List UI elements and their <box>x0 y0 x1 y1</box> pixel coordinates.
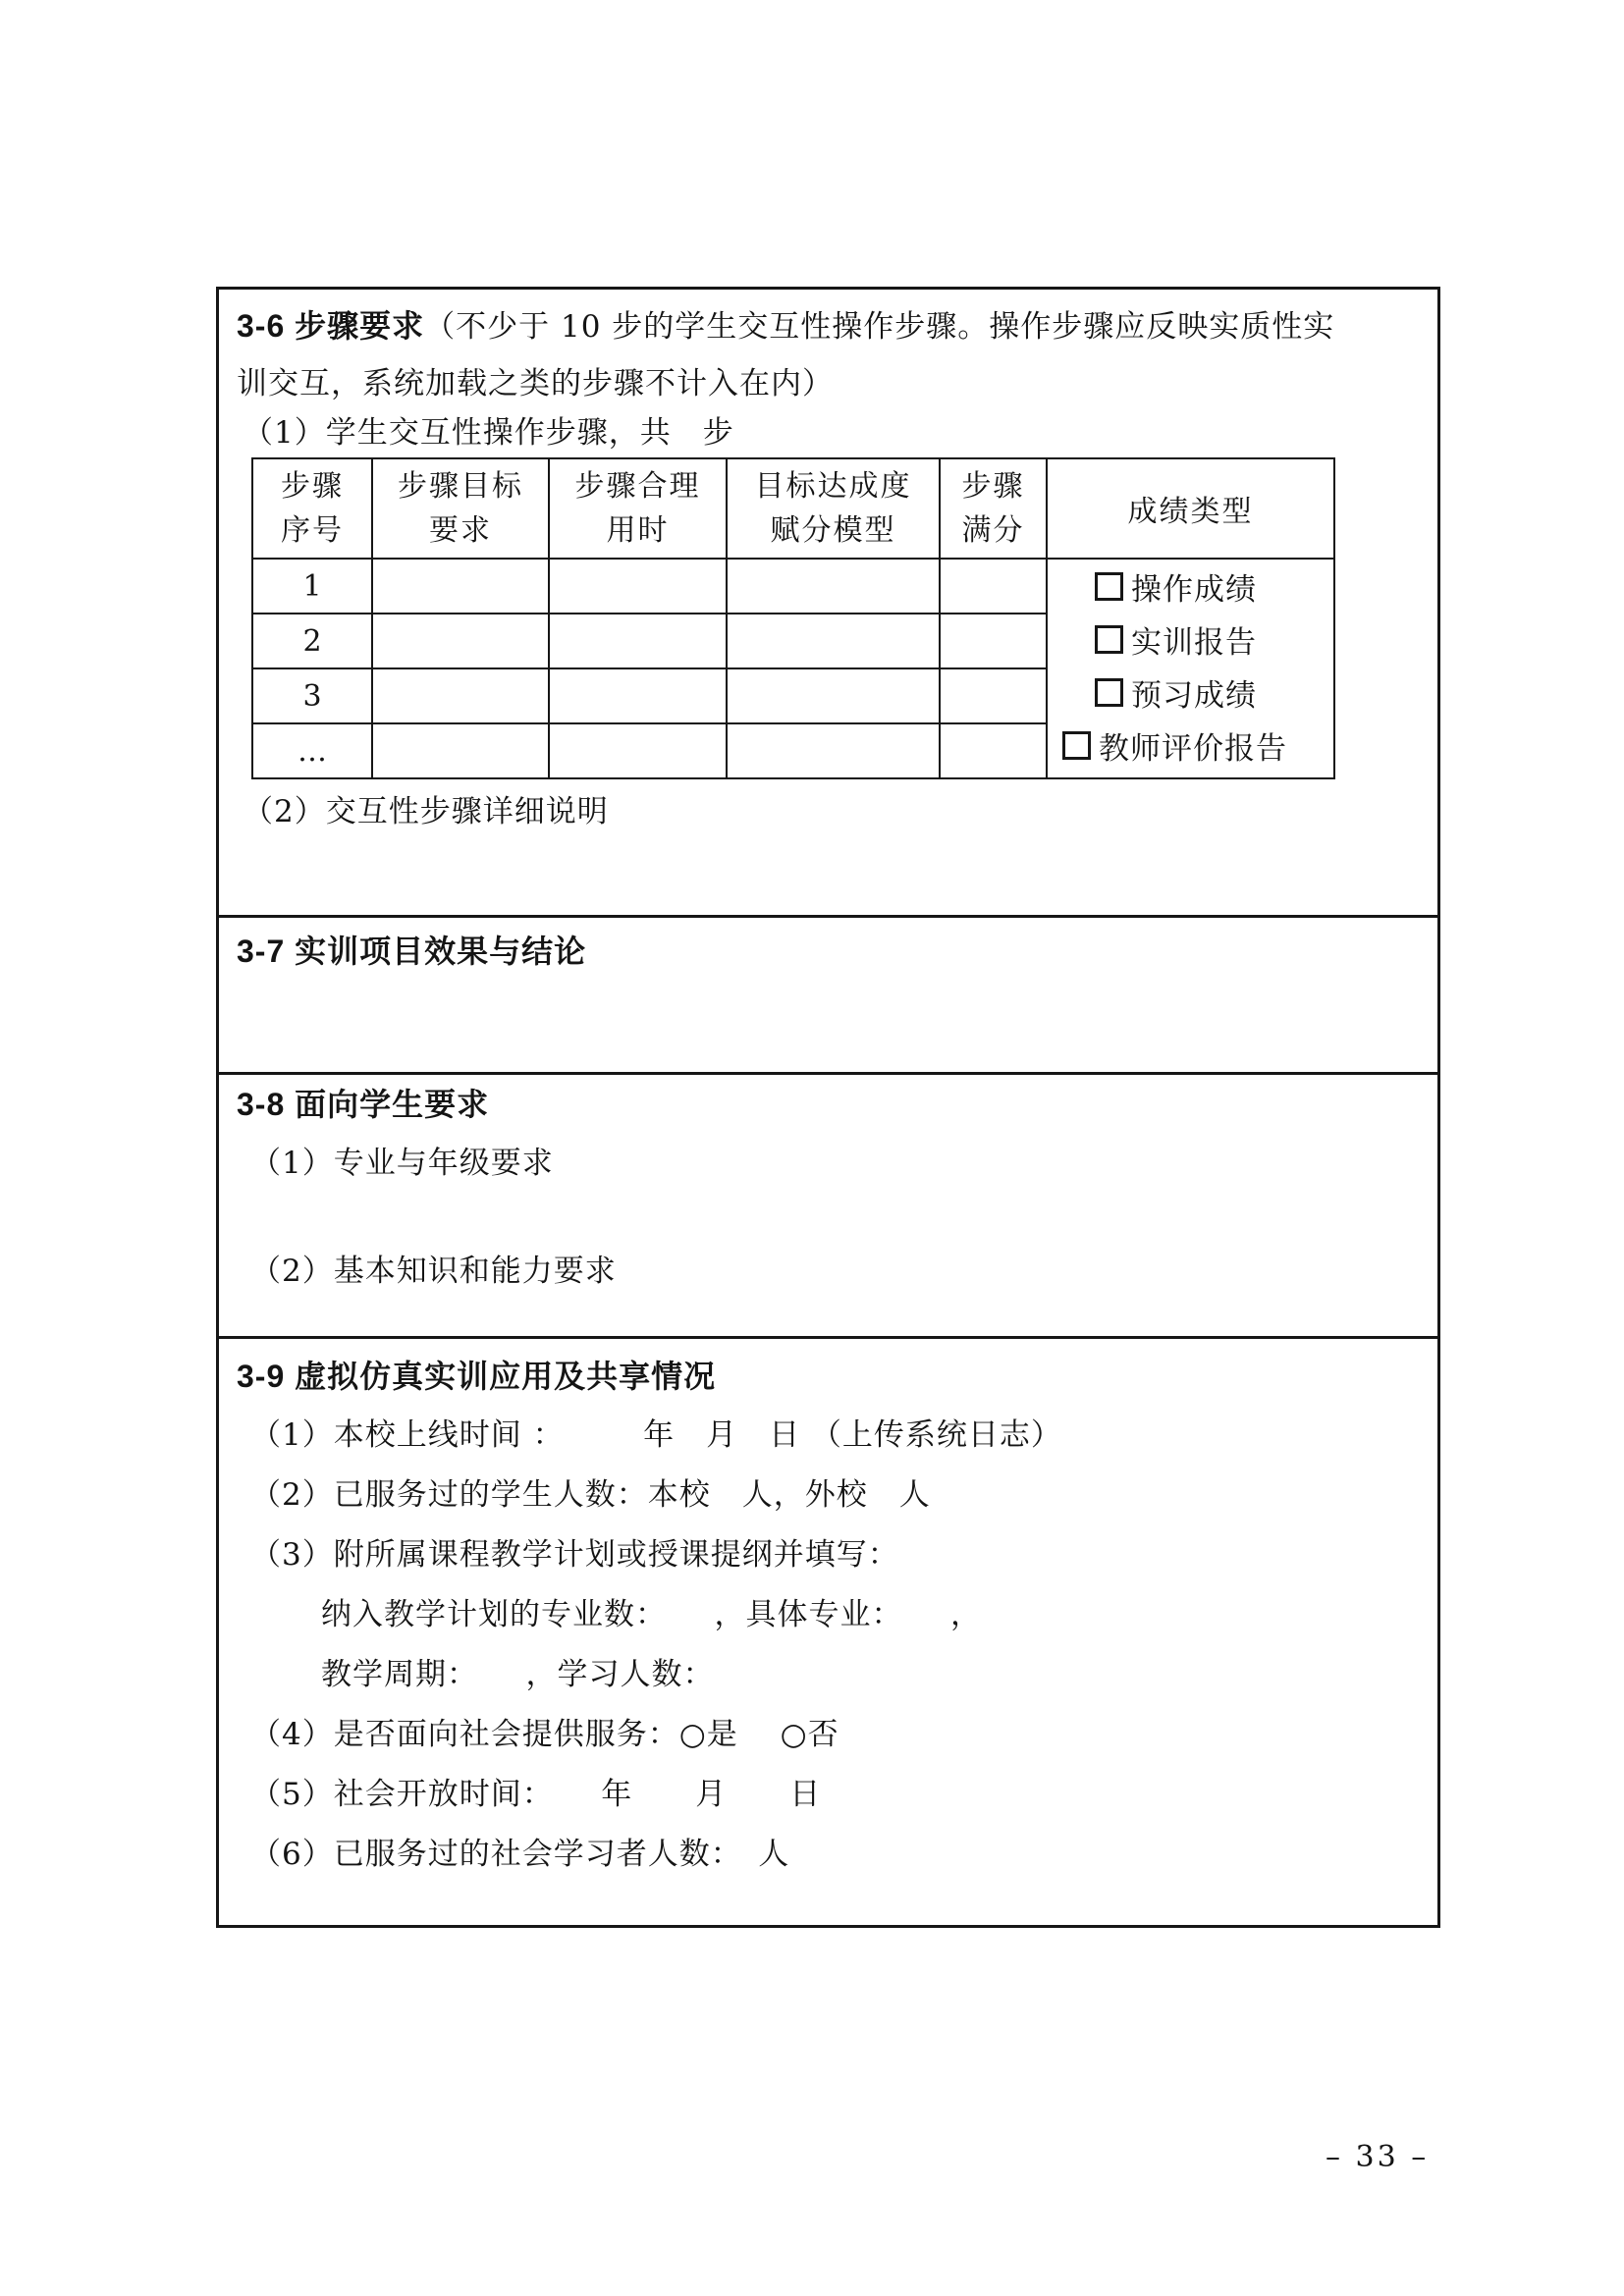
section-3-9 <box>219 1336 1437 1925</box>
score-option-operation: 操作成绩 <box>1048 560 1333 613</box>
section-3-9-heading: 3-9 虚拟仿真实训应用及共享情况 <box>237 1359 717 1394</box>
item-social-open-date: （5）社会开放时间： 年 月 日 <box>250 1777 822 1812</box>
score-option-preview: 预习成绩 <box>1048 666 1333 719</box>
item-online-date: （1）本校上线时间 ： 年 月 日 （上传系统日志） <box>250 1417 1062 1453</box>
checkbox-icon[interactable] <box>1095 678 1123 707</box>
item-major-grade-requirement: （1）专业与年级要求 <box>250 1146 554 1181</box>
score-option-report: 实训报告 <box>1048 613 1333 666</box>
item-social-learners-count: （6）已服务过的社会学习者人数： 人 <box>250 1837 790 1872</box>
score-option-teacher-eval: 教师评价报告 <box>1048 719 1333 772</box>
item-student-interactive-steps: （1）学生交互性操作步骤，共 步 <box>243 415 734 451</box>
step-number-cell: 3 <box>252 668 372 723</box>
empty-cell <box>549 559 727 614</box>
item-teaching-cycle: 教学周期： ，学习人数： <box>321 1657 715 1692</box>
checkbox-icon[interactable] <box>1095 625 1123 654</box>
item-knowledge-ability-requirement: （2）基本知识和能力要求 <box>250 1254 617 1289</box>
empty-cell <box>372 668 549 723</box>
empty-cell <box>372 559 549 614</box>
section-3-6-intro <box>237 297 1366 412</box>
empty-cell <box>940 668 1047 723</box>
col-goal-model: 目标达成度 赋分模型 <box>727 458 940 559</box>
form-outline <box>216 287 1440 1928</box>
empty-cell <box>372 723 549 778</box>
steps-table-header <box>252 458 1334 559</box>
step-number-cell: 1 <box>252 559 372 614</box>
item-social-service-radio: （4）是否面向社会提供服务：○是 ○否 <box>250 1717 839 1752</box>
checkbox-icon[interactable] <box>1095 572 1123 601</box>
section-3-6 <box>219 290 1437 915</box>
empty-cell <box>727 559 940 614</box>
item-served-students: （2）已服务过的学生人数：本校 人，外校 人 <box>250 1477 931 1513</box>
empty-cell <box>940 614 1047 668</box>
step-number-cell: … <box>252 723 372 778</box>
section-3-8 <box>219 1072 1437 1336</box>
empty-cell <box>372 614 549 668</box>
section-3-8-heading: 3-8 面向学生要求 <box>237 1087 490 1122</box>
steps-table <box>251 457 1335 779</box>
empty-cell <box>549 614 727 668</box>
section-3-7-heading: 3-7 实训项目效果与结论 <box>237 934 587 969</box>
empty-cell <box>940 559 1047 614</box>
section-3-7 <box>219 915 1437 1072</box>
score-type-cell <box>1047 559 1334 778</box>
col-score-type: 成绩类型 <box>1047 458 1334 559</box>
item-attached-teaching-plan: （3）附所属课程教学计划或授课提纲并填写： <box>250 1537 899 1573</box>
page-number: – 33 – <box>1326 2140 1430 2174</box>
item-interactive-steps-detail: （2）交互性步骤详细说明 <box>243 794 609 829</box>
col-step-time: 步骤合理 用时 <box>549 458 727 559</box>
checkbox-icon[interactable] <box>1062 731 1091 760</box>
col-step-score: 步骤 满分 <box>940 458 1047 559</box>
empty-cell <box>549 723 727 778</box>
col-step-number: 步骤 序号 <box>252 458 372 559</box>
item-majors-count: 纳入教学计划的专业数： ，具体专业： ， <box>321 1597 982 1632</box>
empty-cell <box>727 614 940 668</box>
empty-cell <box>940 723 1047 778</box>
col-step-goal: 步骤目标 要求 <box>372 458 549 559</box>
empty-cell <box>549 668 727 723</box>
table-row <box>252 559 1334 614</box>
section-3-6-note: （不少于 10 步的学生交互性操作步骤。操作步骤应反映实质性实训交互，系统加载之类的步骤不计入在内） <box>237 309 1335 401</box>
empty-cell <box>727 668 940 723</box>
section-3-6-heading: 3-6 步骤要求 <box>237 308 425 344</box>
step-number-cell: 2 <box>252 614 372 668</box>
empty-cell <box>727 723 940 778</box>
header-row <box>252 458 1334 559</box>
